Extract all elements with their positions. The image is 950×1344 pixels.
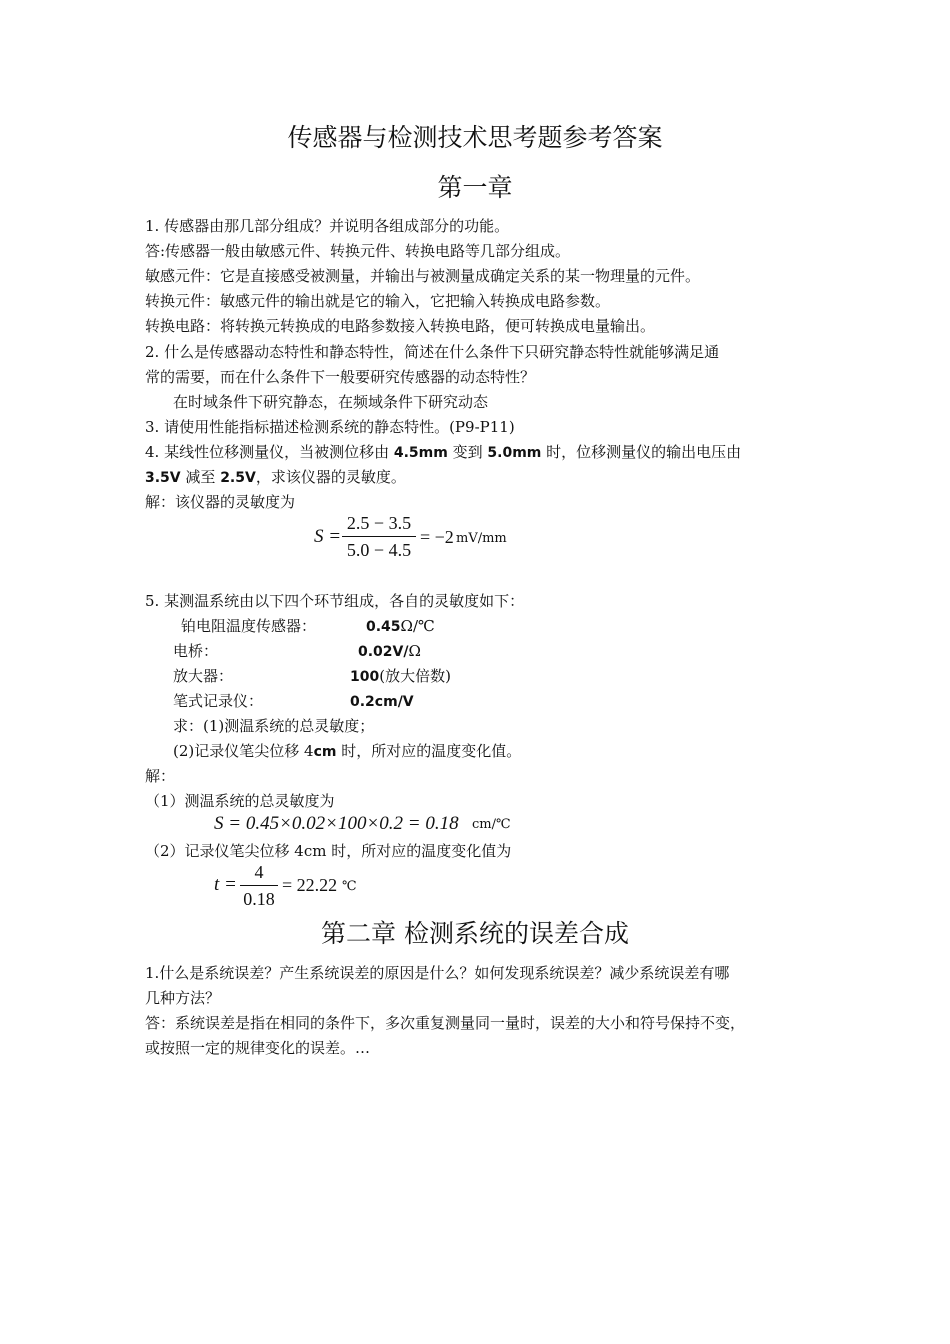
question-2-line: 2. 什么是传感器动态特性和静态特性，简述在什么条件下只研究静态特性就能够满足通 <box>145 343 720 361</box>
document-title: 传感器与检测技术思考题参考答案 <box>287 123 663 152</box>
fraction-denominator: 0.18 <box>243 889 275 909</box>
answer-4-intro: 解：该仪器的灵敏度为 <box>145 493 296 511</box>
q5-value: 0.02V/ <box>358 644 409 660</box>
answer-2: 在时域条件下研究静态，在频域条件下研究动态 <box>173 393 489 411</box>
q5-item-label: 放大器： <box>173 667 234 685</box>
chapter-2-heading: 第二章 检测系统的误差合成 <box>321 919 629 948</box>
answer-5-part-1: （1）测温系统的总灵敏度为 <box>145 792 335 810</box>
formula-rhs: = −2 <box>420 527 454 547</box>
answer-1-line: 答:传感器一般由敏感元件、转换元件、转换电路等几部分组成。 <box>145 242 571 260</box>
fraction-bar <box>240 885 278 886</box>
chapter-2-question-line: 几种方法？ <box>145 989 221 1007</box>
question-3: 3. 请使用性能指标描述检测系统的静态特性。(P9-P11) <box>145 418 515 436</box>
formula-lhs: S = <box>314 526 342 547</box>
q5-item-value <box>350 664 451 690</box>
formula-lhs: t = <box>214 874 237 895</box>
q5-value: 100 <box>350 669 380 685</box>
q5-unit: Ω/℃ <box>400 617 435 635</box>
q5-item-value <box>358 639 421 665</box>
formula-sensitivity: S = 0.45×0.02×100×0.2 = 0.18 <box>214 813 459 834</box>
chapter-2-question-line: 1.什么是系统误差？产生系统误差的原因是什么？如何发现系统误差？减少系统误差有哪 <box>145 964 730 982</box>
q5-ask-1: 求：(1)测温系统的总灵敏度； <box>173 717 375 735</box>
answer-1-line: 转换元件：敏感元件的输出就是它的输入，它把输入转换成电路参数。 <box>145 292 611 310</box>
formula-fraction <box>342 512 416 561</box>
q5-item-value <box>366 614 435 640</box>
question-4-text: 变到 <box>447 443 488 461</box>
answer-1-line: 转换电路：将转换元转换成的电路参数接入转换电路，便可转换成电量输出。 <box>145 317 656 335</box>
question-2-line: 常的需要，而在什么条件下一般要研究传感器的动态特性？ <box>145 368 536 386</box>
question-4-text: ，求该仪器的灵敏度。 <box>255 468 406 486</box>
question-4-value: 4.5mm <box>393 445 448 461</box>
q5-value: 0.45 <box>366 619 401 635</box>
formula-fraction <box>240 861 278 910</box>
q5-item-label: 笔式记录仪： <box>173 692 264 710</box>
question-1: 1. 传感器由那几部分组成？并说明各组成部分的功能。 <box>145 217 510 235</box>
fraction-denominator: 5.0 − 4.5 <box>346 540 412 560</box>
fraction-numerator: 2.5 − 3.5 <box>346 513 412 533</box>
q5-item-label: 铂电阻温度传感器： <box>181 617 317 635</box>
q5-ask-unit: cm <box>313 744 337 760</box>
formula-unit: cm/℃ <box>472 817 511 832</box>
answer-5-head: 解： <box>145 767 176 785</box>
q5-ask-2 <box>173 739 521 765</box>
q5-ask-text: 时，所对应的温度变化值。 <box>336 742 522 760</box>
q5-unit: (放大倍数) <box>379 667 451 685</box>
q5-value: 0.2cm/V <box>350 694 414 710</box>
chapter-2-answer-line: 答：系统误差是指在相同的条件下，多次重复测量同一量时，误差的大小和符号保持不变， <box>145 1014 746 1032</box>
chapter-1-heading: 第一章 <box>437 173 513 202</box>
question-5: 5. 某测温系统由以下四个环节组成，各自的灵敏度如下： <box>145 592 525 610</box>
q5-item-label: 电桥： <box>173 642 219 660</box>
question-4-text: 4. 某线性位移测量仪，当被测位移由 <box>145 443 394 461</box>
formula-rhs: = 22.22 <box>282 875 338 895</box>
formula-unit: mV/mm <box>456 531 507 546</box>
answer-5-part-2: （2）记录仪笔尖位移 4cm 时，所对应的温度变化值为 <box>145 842 512 860</box>
question-4-text: 时，位移测量仪的输出电压由 <box>541 443 742 461</box>
q5-item-value <box>350 689 414 715</box>
chapter-2-answer-line: 或按照一定的规律变化的误差。… <box>145 1039 371 1057</box>
q5-ask-text: (2)记录仪笔尖位移 4 <box>173 742 314 760</box>
question-4-line <box>145 465 406 491</box>
question-4-value: 2.5V <box>220 470 256 486</box>
question-4-value: 5.0mm <box>487 445 542 461</box>
question-4-value: 3.5V <box>145 470 181 486</box>
fraction-numerator: 4 <box>254 862 264 882</box>
q5-unit: Ω <box>408 642 421 660</box>
answer-1-line: 敏感元件：它是直接感受被测量，并输出与被测量成确定关系的某一物理量的元件。 <box>145 267 701 285</box>
question-4-line <box>145 440 741 466</box>
fraction-bar <box>342 536 416 537</box>
formula-unit: ℃ <box>342 879 357 894</box>
question-4-text: 减至 <box>180 468 221 486</box>
